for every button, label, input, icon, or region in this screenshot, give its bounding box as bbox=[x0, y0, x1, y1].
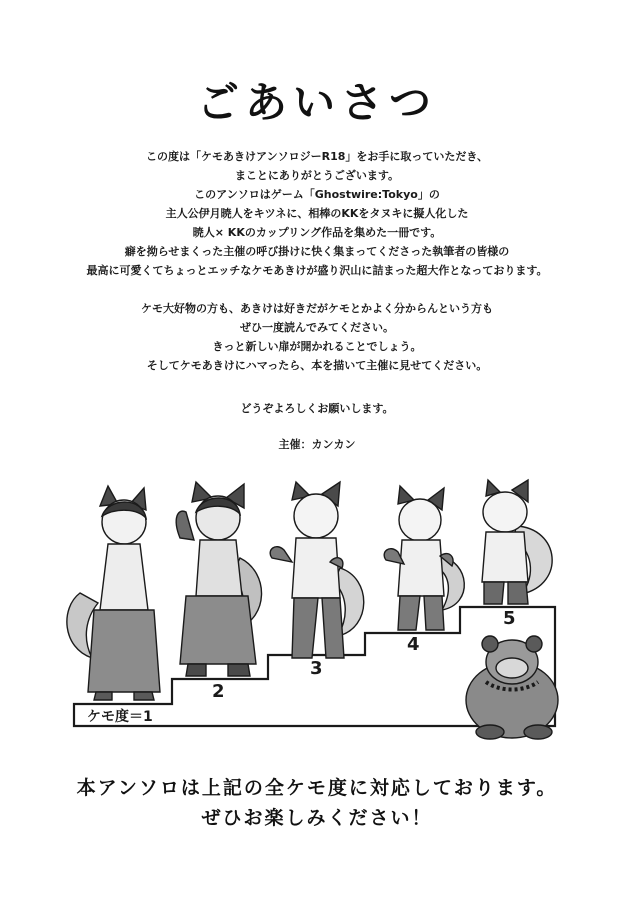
fox-character-level-2 bbox=[176, 482, 261, 676]
intro-line: 癖を拗らせまくった主催の呼び掛けに快く集まってくださった執筆者の皆様の bbox=[124, 245, 510, 258]
intro-line: 暁人× KKのカップリング作品を集めた一冊です。 bbox=[192, 226, 442, 239]
message-line: きっと新しい扉が開かれることでしょう。 bbox=[212, 340, 422, 353]
intro-paragraph bbox=[40, 147, 594, 280]
step-label-1: ケモ度＝1 bbox=[87, 709, 153, 725]
fox-character-level-1 bbox=[67, 486, 160, 700]
closing-line: ぜひお楽しみください！ bbox=[201, 807, 433, 829]
intro-line: 最高に可愛くてちょっとエッチなケモあきけが盛り沢山に詰まった超大作となっております。 bbox=[86, 264, 548, 277]
step-label-2: 2 bbox=[212, 681, 225, 702]
greeting-line: どうぞよろしくお願いします。 bbox=[240, 402, 394, 415]
organizer-line: 主催：カンカン bbox=[278, 438, 356, 451]
fox-character-level-3 bbox=[270, 482, 364, 658]
fox-character-level-5 bbox=[482, 480, 552, 604]
message-line: そしてケモあきけにハマったら、本を描いて主催に見せてください。 bbox=[146, 359, 488, 372]
step-label-4: 4 bbox=[407, 634, 420, 655]
closing-message bbox=[0, 773, 634, 833]
message-paragraph bbox=[40, 299, 594, 375]
intro-line: この度は「ケモあきけアンソロジーR18」をお手に取っていただき、 bbox=[146, 150, 488, 163]
greeting bbox=[40, 399, 594, 418]
kemo-level-staircase-illustration bbox=[0, 478, 634, 740]
step-label-3: 3 bbox=[310, 658, 323, 679]
intro-line: このアンソロはゲーム「Ghostwire:Tokyo」の bbox=[194, 188, 440, 201]
fox-character-level-4 bbox=[384, 486, 464, 630]
message-line: ケモ大好物の方も、あきけは好きだがケモとかよく分からんという方も bbox=[141, 302, 493, 315]
message-line: ぜひ一度読んでみてください。 bbox=[240, 321, 394, 334]
page-title: ごあいさつ bbox=[196, 78, 437, 127]
organizer-credit bbox=[40, 435, 594, 454]
closing-line: 本アンソロは上記の全ケモ度に対応しております。 bbox=[76, 777, 558, 799]
intro-line: まことにありがとうございます。 bbox=[234, 169, 400, 182]
intro-line: 主人公伊月暁人をキツネに、相棒のKKをタヌキに擬人化した bbox=[165, 207, 469, 220]
step-label-5: 5 bbox=[503, 608, 516, 629]
